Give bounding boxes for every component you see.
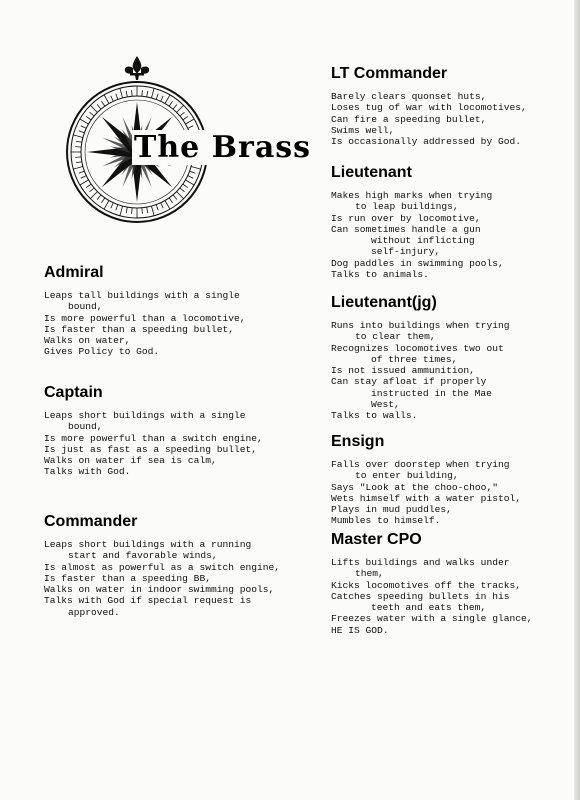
- description-line: of three times,: [371, 353, 458, 365]
- description-line: Is not issued ammunition,: [331, 365, 475, 377]
- description-line: Wets himself with a water pistol,: [331, 492, 521, 504]
- description-line: Talks with God.: [44, 466, 131, 478]
- description-line: Catches speeding bullets in his: [331, 590, 510, 602]
- rank-lieutenant: [331, 164, 571, 280]
- description-line: Is faster than a speeding BB,: [44, 572, 211, 584]
- rank-title: Ensign: [331, 433, 385, 450]
- rank-description: [331, 557, 571, 636]
- rank-ensign: [331, 433, 571, 527]
- rank-description: [331, 91, 571, 147]
- rank-lt-commander: [331, 65, 571, 147]
- description-line: Leaps short buildings with a single: [44, 410, 246, 421]
- rank-admiral: [44, 264, 324, 358]
- brass-logo: [62, 54, 312, 229]
- rank-description: [331, 190, 571, 280]
- description-line: Talks to animals.: [331, 269, 429, 281]
- page-edge: [574, 0, 580, 800]
- description-line: Mumbles to himself.: [331, 515, 441, 527]
- description-line: Can sometimes handle a gun: [331, 223, 481, 235]
- description-line: Gives Policy to God.: [44, 346, 160, 358]
- description-line: Swims well,: [331, 124, 395, 136]
- description-line: HE IS GOD.: [331, 624, 389, 636]
- description-line: Makes high marks when trying: [331, 190, 493, 201]
- description-line: Says "Look at the choo-choo,": [331, 481, 498, 493]
- description-line: without inflicting: [371, 235, 475, 247]
- description-line: bound,: [68, 301, 103, 313]
- description-line: instructed in the Mae: [371, 387, 492, 399]
- description-line: Is faster than a speeding bullet,: [44, 323, 234, 335]
- description-line: start and favorable winds,: [68, 550, 218, 562]
- description-line: Plays in mud puddles,: [331, 504, 452, 516]
- description-line: Is almost as powerful as a switch engine,: [44, 561, 281, 573]
- description-line: to enter building,: [355, 470, 459, 482]
- description-line: Walks on water in indoor swimming pools,: [44, 584, 275, 596]
- rank-description: [331, 459, 571, 527]
- description-line: Can fire a speeding bullet,: [331, 113, 487, 125]
- description-line: Loses tug of war with locomotives,: [331, 102, 527, 114]
- description-line: Is just as fast as a speeding bullet,: [44, 443, 258, 455]
- rank-title: Captain: [44, 384, 103, 401]
- description-line: Leaps tall buildings with a single: [44, 290, 240, 301]
- description-line: Is occasionally addressed by God.: [331, 136, 521, 148]
- description-line: to clear them,: [355, 331, 436, 343]
- rank-title: Admiral: [44, 264, 104, 281]
- description-line: Talks with God if special request is: [44, 595, 252, 607]
- rank-description: [331, 320, 571, 422]
- rank-title: LT Commander: [331, 65, 448, 82]
- description-line: Is more powerful than a switch engine,: [44, 432, 263, 444]
- description-line: them,: [355, 568, 384, 580]
- description-line: Freezes water with a single glance,: [331, 613, 533, 625]
- logo-title: The Brass: [134, 130, 312, 165]
- description-line: Lifts buildings and walks under: [331, 557, 510, 568]
- description-line: to leap buildings,: [355, 201, 459, 213]
- rank-title: Commander: [44, 513, 138, 530]
- description-line: Dog paddles in swimming pools,: [331, 257, 504, 269]
- description-line: Falls over doorstep when trying: [331, 459, 510, 470]
- description-line: Recognizes locomotives two out: [331, 342, 504, 354]
- description-line: Leaps short buildings with a running: [44, 539, 252, 550]
- rank-master-cpo: [331, 531, 571, 636]
- description-line: Is more powerful than a locomotive,: [44, 312, 246, 324]
- description-line: Is run over by locomotive,: [331, 212, 481, 224]
- description-line: Talks to walls.: [331, 410, 418, 422]
- description-line: Walks on water if sea is calm,: [44, 455, 217, 467]
- rank-title: Lieutenant(jg): [331, 294, 437, 311]
- description-line: bound,: [68, 421, 103, 433]
- description-line: Barely clears quonset huts,: [331, 91, 487, 102]
- description-line: approved.: [68, 606, 120, 618]
- description-line: Walks on water,: [44, 335, 131, 347]
- description-line: Kicks locomotives off the tracks,: [331, 579, 521, 591]
- description-line: West,: [371, 399, 400, 411]
- rank-lieutenant-jg: [331, 294, 571, 422]
- rank-captain: [44, 384, 334, 478]
- description-line: self-injury,: [371, 246, 441, 258]
- description-line: Can stay afloat if properly: [331, 376, 487, 388]
- description-line: Runs into buildings when trying: [331, 320, 510, 331]
- rank-description: [44, 290, 324, 358]
- description-line: teeth and eats them,: [371, 602, 487, 614]
- rank-title: Master CPO: [331, 531, 422, 548]
- rank-description: [44, 539, 334, 618]
- rank-commander: [44, 513, 334, 618]
- rank-title: Lieutenant: [331, 164, 412, 181]
- rank-description: [44, 410, 334, 478]
